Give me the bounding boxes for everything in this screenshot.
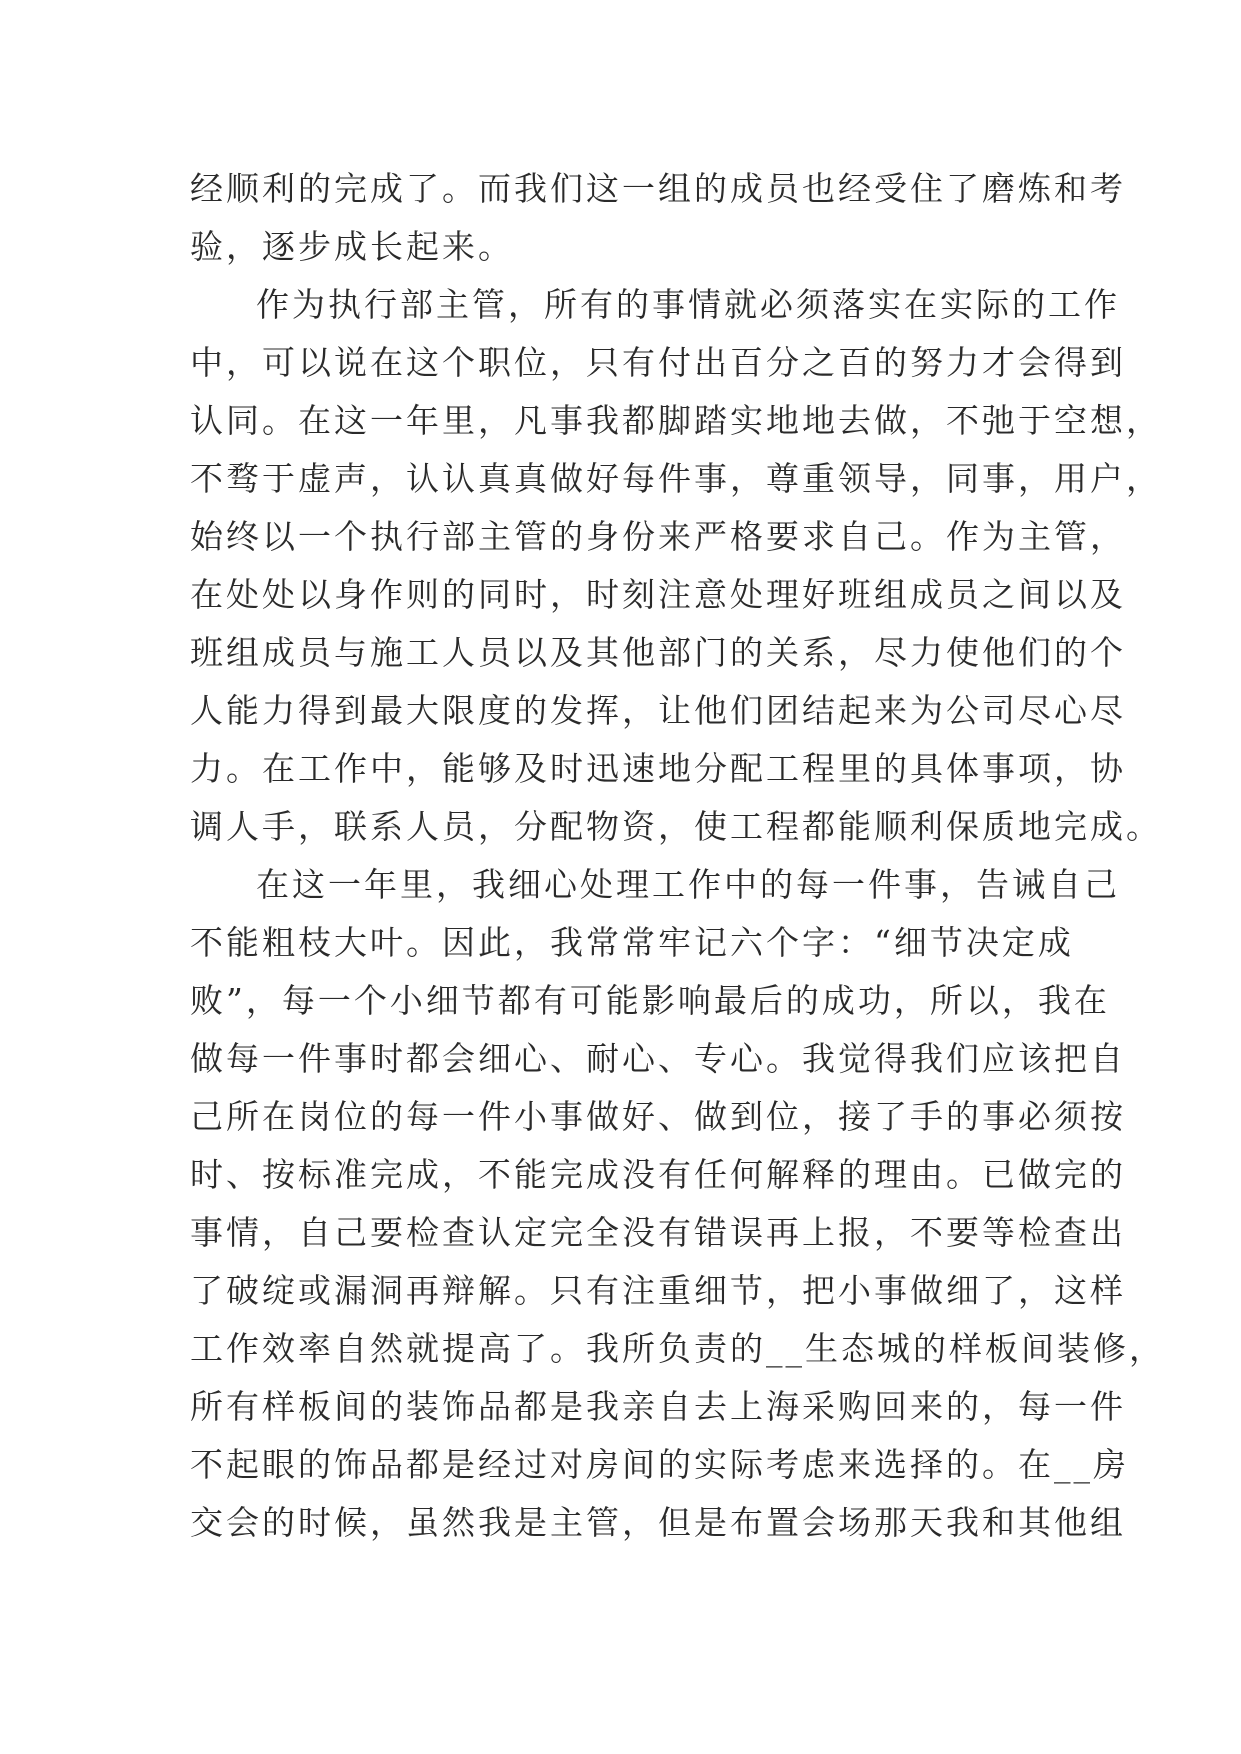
text-line: 败”，每一个小细节都有可能影响最后的成功，所以，我在	[190, 981, 1110, 1020]
text-line: 了破绽或漏洞再辩解。只有注重细节，把小事做细了，这样	[190, 1271, 1126, 1310]
text-line: 不骛于虚声，认认真真做好每件事，尊重领导，同事，用户，	[190, 459, 1162, 498]
paragraph-start-line: 作为执行部主管，所有的事情就必须落实在实际的工作	[256, 285, 1120, 324]
text-line: 始终以一个执行部主管的身份来严格要求自己。作为主管，	[190, 517, 1126, 556]
text-line: 事情，自己要检查认定完全没有错误再上报，不要等检查出	[190, 1213, 1126, 1252]
text-line: 工作效率自然就提高了。我所负责的__生态城的样板间装修，	[190, 1329, 1165, 1368]
text-line: 不能粗枝大叶。因此，我常常牢记六个字：“细节决定成	[190, 923, 1074, 962]
text-line: 认同。在这一年里，凡事我都脚踏实地地去做，不弛于空想，	[190, 401, 1162, 440]
text-line: 做每一件事时都会细心、耐心、专心。我觉得我们应该把自	[190, 1039, 1126, 1078]
text-line: 班组成员与施工人员以及其他部门的关系，尽力使他们的个	[190, 633, 1126, 672]
text-line: 时、按标准完成，不能完成没有任何解释的理由。已做完的	[190, 1155, 1126, 1194]
text-line: 验，逐步成长起来。	[190, 227, 514, 266]
text-line: 在处处以身作则的同时，时刻注意处理好班组成员之间以及	[190, 575, 1126, 614]
text-line: 不起眼的饰品都是经过对房间的实际考虑来选择的。在__房	[190, 1445, 1129, 1484]
text-line: 调人手，联系人员，分配物资，使工程都能顺利保质地完成。	[190, 807, 1162, 846]
text-line: 人能力得到最大限度的发挥，让他们团结起来为公司尽心尽	[190, 691, 1126, 730]
text-line: 中，可以说在这个职位，只有付出百分之百的努力才会得到	[190, 343, 1126, 382]
text-line: 交会的时候，虽然我是主管，但是布置会场那天我和其他组	[190, 1503, 1126, 1542]
text-line: 己所在岗位的每一件小事做好、做到位，接了手的事必须按	[190, 1097, 1126, 1136]
text-line: 力。在工作中，能够及时迅速地分配工程里的具体事项，协	[190, 749, 1126, 788]
body-text	[190, 160, 1165, 1552]
paragraph-start-line: 在这一年里，我细心处理工作中的每一件事，告诫自己	[256, 865, 1120, 904]
text-line: 所有样板间的装饰品都是我亲自去上海采购回来的，每一件	[190, 1387, 1126, 1426]
text-line: 经顺利的完成了。而我们这一组的成员也经受住了磨炼和考	[190, 169, 1126, 208]
